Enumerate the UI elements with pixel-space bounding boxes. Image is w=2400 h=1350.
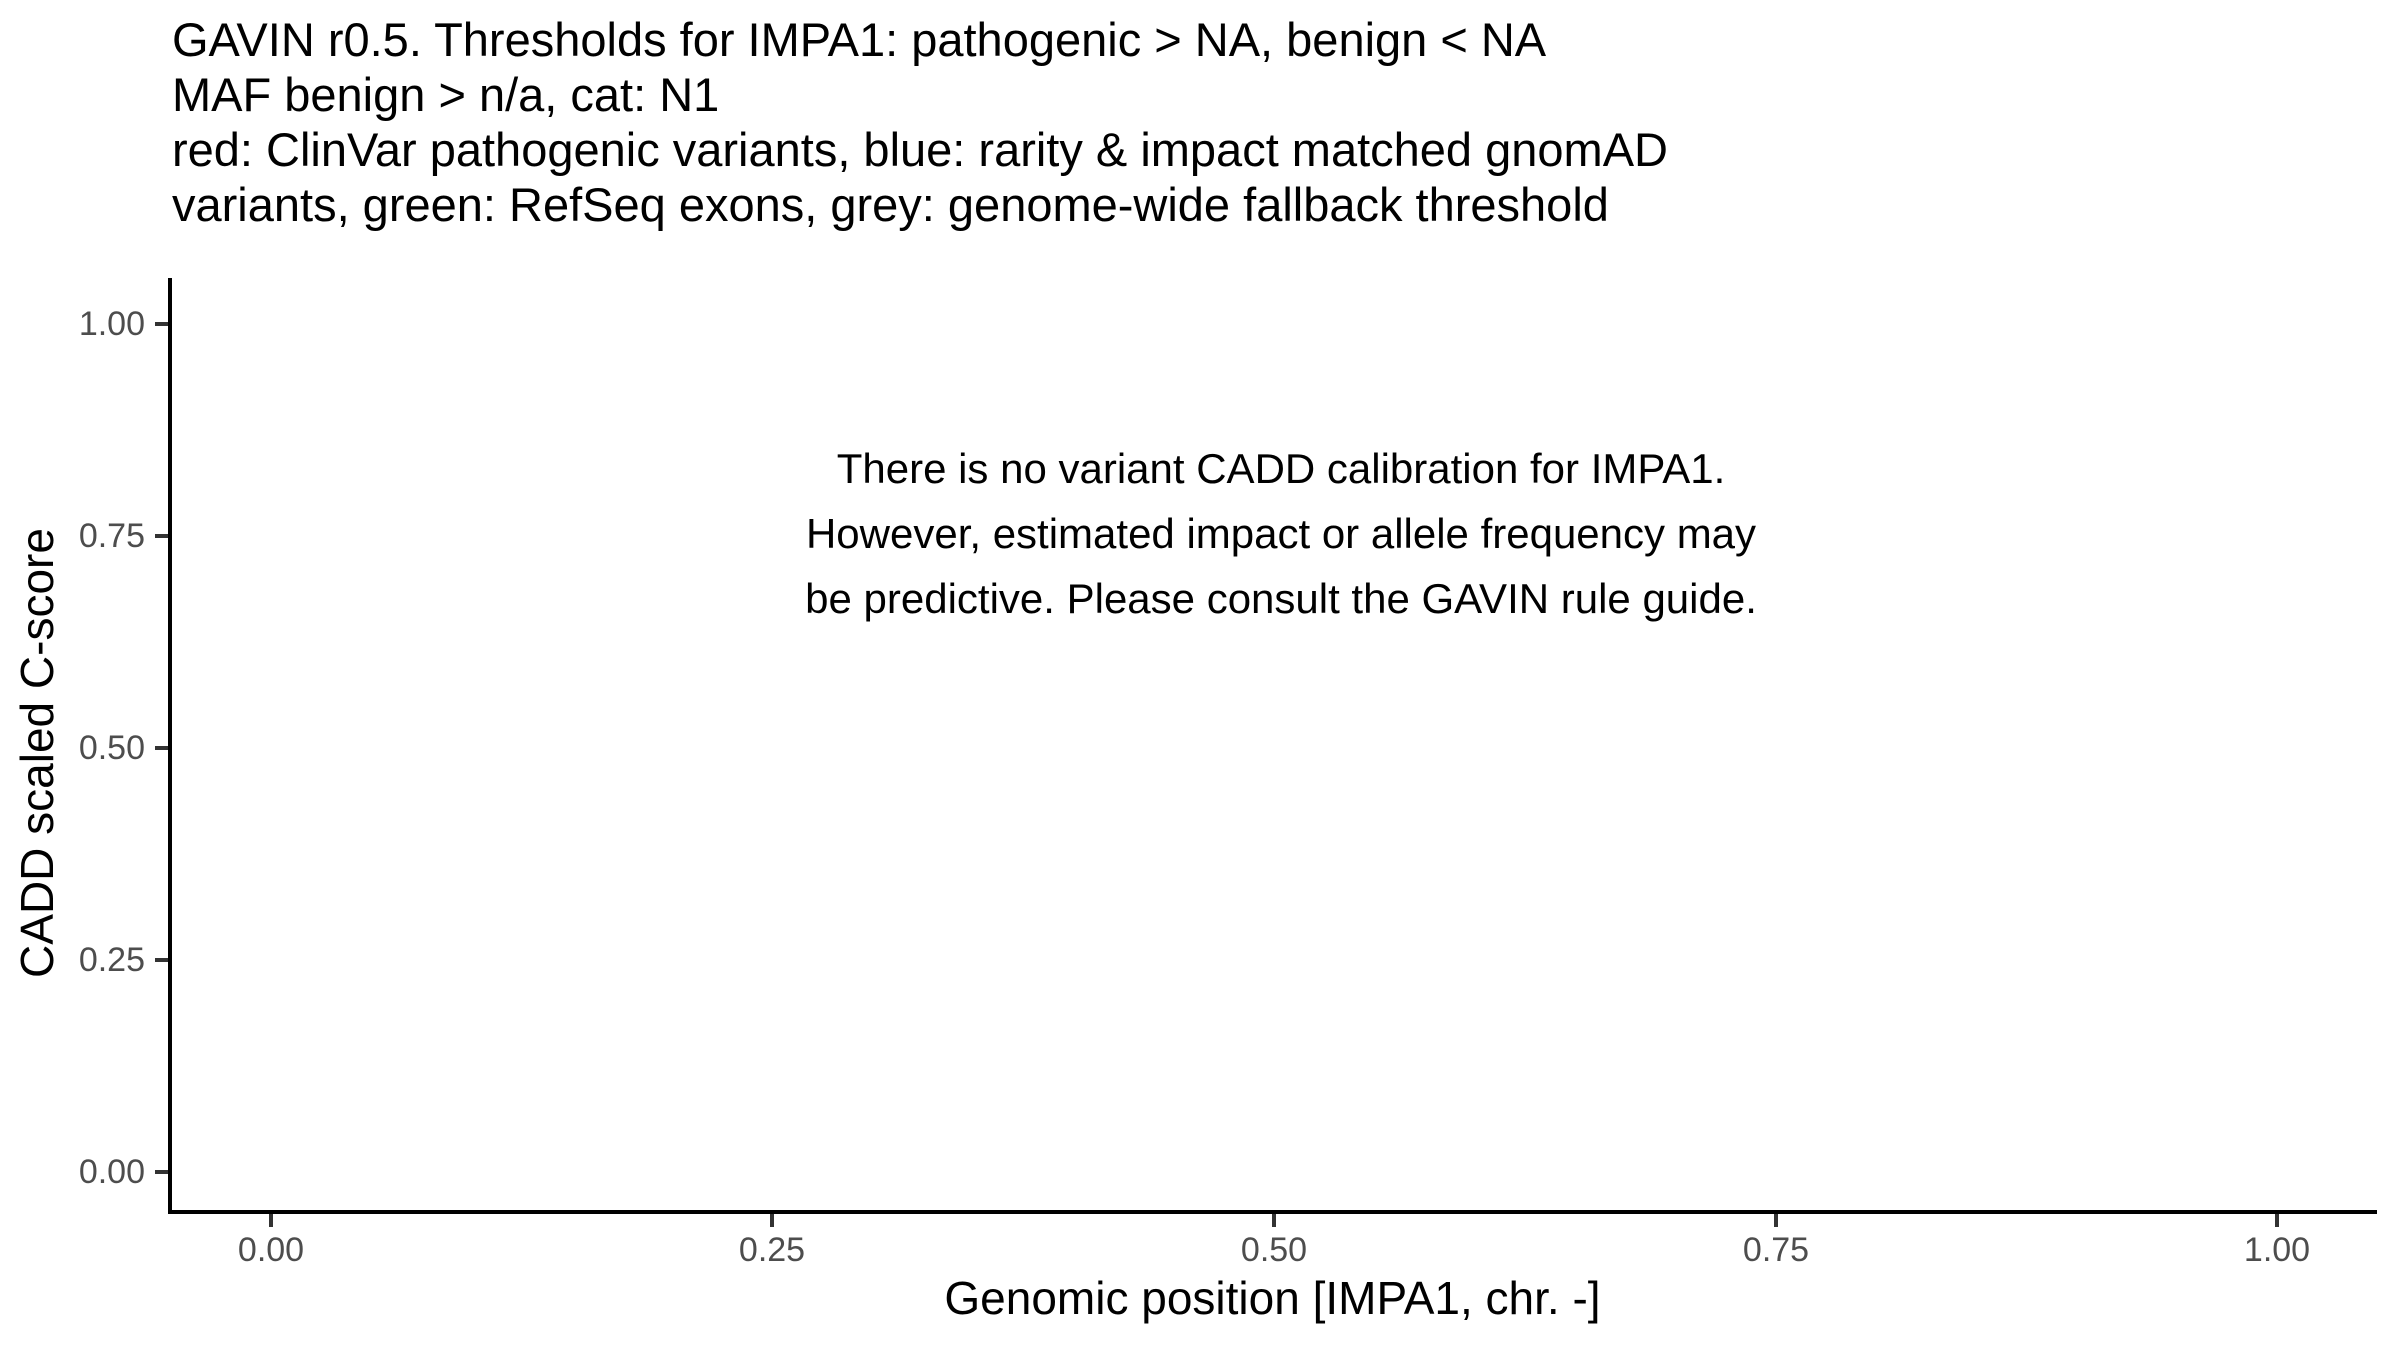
plot-title-line-1: GAVIN r0.5. Thresholds for IMPA1: pathogenic > NA, benign < NA: [172, 13, 1547, 66]
x-tick-label-0.00: 0.00: [237, 1231, 305, 1269]
x-tick-mark-1.00: [2275, 1214, 2279, 1227]
y-axis-title: CADD scaled C-score: [11, 528, 63, 978]
x-tick-label-1.00: 1.00: [2243, 1231, 2311, 1269]
y-tick-label-0.75: 0.75: [78, 517, 145, 555]
x-tick-mark-0.25: [770, 1214, 774, 1227]
x-tick-mark-0.50: [1272, 1214, 1276, 1227]
x-tick-label-0.25: 0.25: [738, 1231, 806, 1269]
annotation-line-3: be predictive. Please consult the GAVIN rule guide.: [805, 575, 1757, 622]
x-tick-label-0.50: 0.50: [1240, 1231, 1308, 1269]
plot-title-line-2: MAF benign > n/a, cat: N1: [172, 68, 720, 121]
y-tick-label-0.25: 0.25: [78, 941, 145, 979]
plot-title-line-4: variants, green: RefSeq exons, grey: genome-wide fallback threshold: [172, 178, 1609, 231]
y-tick-label-0.50: 0.50: [78, 729, 145, 767]
x-tick-mark-0.75: [1774, 1214, 1778, 1227]
x-axis-title: Genomic position [IMPA1, chr. -]: [944, 1272, 1601, 1324]
x-tick-mark-0.00: [269, 1214, 273, 1227]
plot-title-line-3: red: ClinVar pathogenic variants, blue: rarity & impact matched gnomAD: [172, 123, 1668, 176]
y-tick-label-0.00: 0.00: [78, 1153, 145, 1191]
x-tick-label-0.75: 0.75: [1742, 1231, 1810, 1269]
annotation-line-2: However, estimated impact or allele frequency may: [805, 510, 1757, 557]
annotation-line-1: There is no variant CADD calibration for IMPA1.: [836, 445, 1726, 492]
y-tick-label-1.00: 1.00: [78, 305, 145, 343]
